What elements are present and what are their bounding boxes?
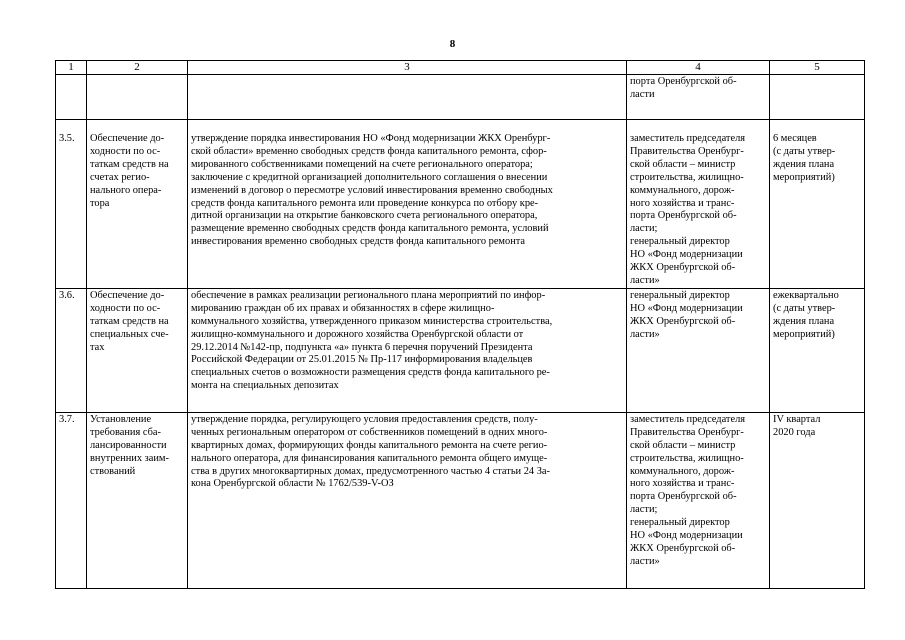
- column-number-1: 1: [56, 61, 87, 75]
- continuation-event-cell: [87, 75, 188, 120]
- row-responsible: заместитель председателя Правительства Оренбург- ской области – министр строительства, жилищно- коммунального, дорож- ного хозяйства и транс- порта Оренбургской об- ласти; генеральный директор НО «Фонд модернизации ЖКХ Оренбургской об- ласти»: [627, 120, 770, 289]
- column-number-2: 2: [87, 61, 188, 75]
- column-number-4: 4: [627, 61, 770, 75]
- row-event: Обеспечение до- ходности по ос- таткам средств на специальных сче- тах: [87, 288, 188, 412]
- column-number-5: 5: [770, 61, 865, 75]
- continuation-num-cell: [56, 75, 87, 120]
- row-event: Установление требования сба- лансированности внутренних заим- ствований: [87, 412, 188, 588]
- row-content: утверждение порядка инвестирования НО «Фонд модернизации ЖКХ Оренбург- ской области» временно свободных средств фонда капитального ремонта, сфор- мированного собственниками помещений на счете регионального оператора; заключение с кредитной организацией дополнительного соглашения о внесении изменений в договор о пересмотре условий инвестирования временно свободных средств фонда капитального ремонта или проведение конкурса по отбору кре- дитной организации на открытие банковского счета регионального оператора, размещение временно свободных средств фонда капитального ремонта, условий инвестирования временно свободных средств фонда капитального ремонта: [188, 120, 627, 289]
- row-deadline: 6 месяцев (с даты утвер- ждения плана мероприятий): [770, 120, 865, 289]
- row-number: 3.7.: [56, 412, 87, 588]
- continuation-responsible-cell: порта Оренбургской об- ласти: [627, 75, 770, 120]
- column-number-row: [56, 61, 865, 75]
- table-row: [56, 288, 865, 412]
- continuation-deadline-cell: [770, 75, 865, 120]
- row-deadline: IV квартал 2020 года: [770, 412, 865, 588]
- row-deadline: ежеквартально (с даты утвер- ждения плана мероприятий): [770, 288, 865, 412]
- column-number-3: 3: [188, 61, 627, 75]
- page-number: 8: [449, 38, 456, 50]
- table-row: [56, 120, 865, 289]
- row-responsible: генеральный директор НО «Фонд модернизации ЖКХ Оренбургской об- ласти»: [627, 288, 770, 412]
- table-row: [56, 412, 865, 588]
- row-event: Обеспечение до- ходности по ос- таткам средств на счетах регио- нального опера- тора: [87, 120, 188, 289]
- continuation-row: [56, 75, 865, 120]
- row-responsible: заместитель председателя Правительства Оренбург- ской области – министр строительства, жилищно- коммунального, дорож- ного хозяйства и транс- порта Оренбургской об- ласти; генеральный директор НО «Фонд модернизации ЖКХ Оренбургской об- ласти»: [627, 412, 770, 588]
- action-plan-table: [55, 60, 865, 589]
- row-content: обеспечение в рамках реализации регионального плана мероприятий по инфор- мированию граждан об их правах и обязанностях в сфере жилищно- коммунального хозяйства, утвержденного приказом министерства строительства, жилищно-коммунального и дорожного хозяйства Оренбургской области от 29.12.2014 №142-пр, подпункта «а» пункта 6 перечня поручений Президента Российской Федерации от 25.01.2015 № Пр-117 информирования владельцев специальных счетов о возможности размещения средств фонда капитального ре- монта на специальных депозитах: [188, 288, 627, 412]
- row-number: 3.5.: [56, 120, 87, 289]
- row-number: 3.6.: [56, 288, 87, 412]
- row-content: утверждение порядка, регулирующего условия предоставления средств, полу- ченных региональным оператором от собственников помещений в одних много- квартирных домах, формирующих фонды капитального ремонта на счете регио- нального оператора, для финансирования капитального ремонта общего имуще- ства в других многоквартирных домах, предусмотренного частью 4 статьи 24 За- кона Оренбургской области № 1762/539-V-ОЗ: [188, 412, 627, 588]
- continuation-content-cell: [188, 75, 627, 120]
